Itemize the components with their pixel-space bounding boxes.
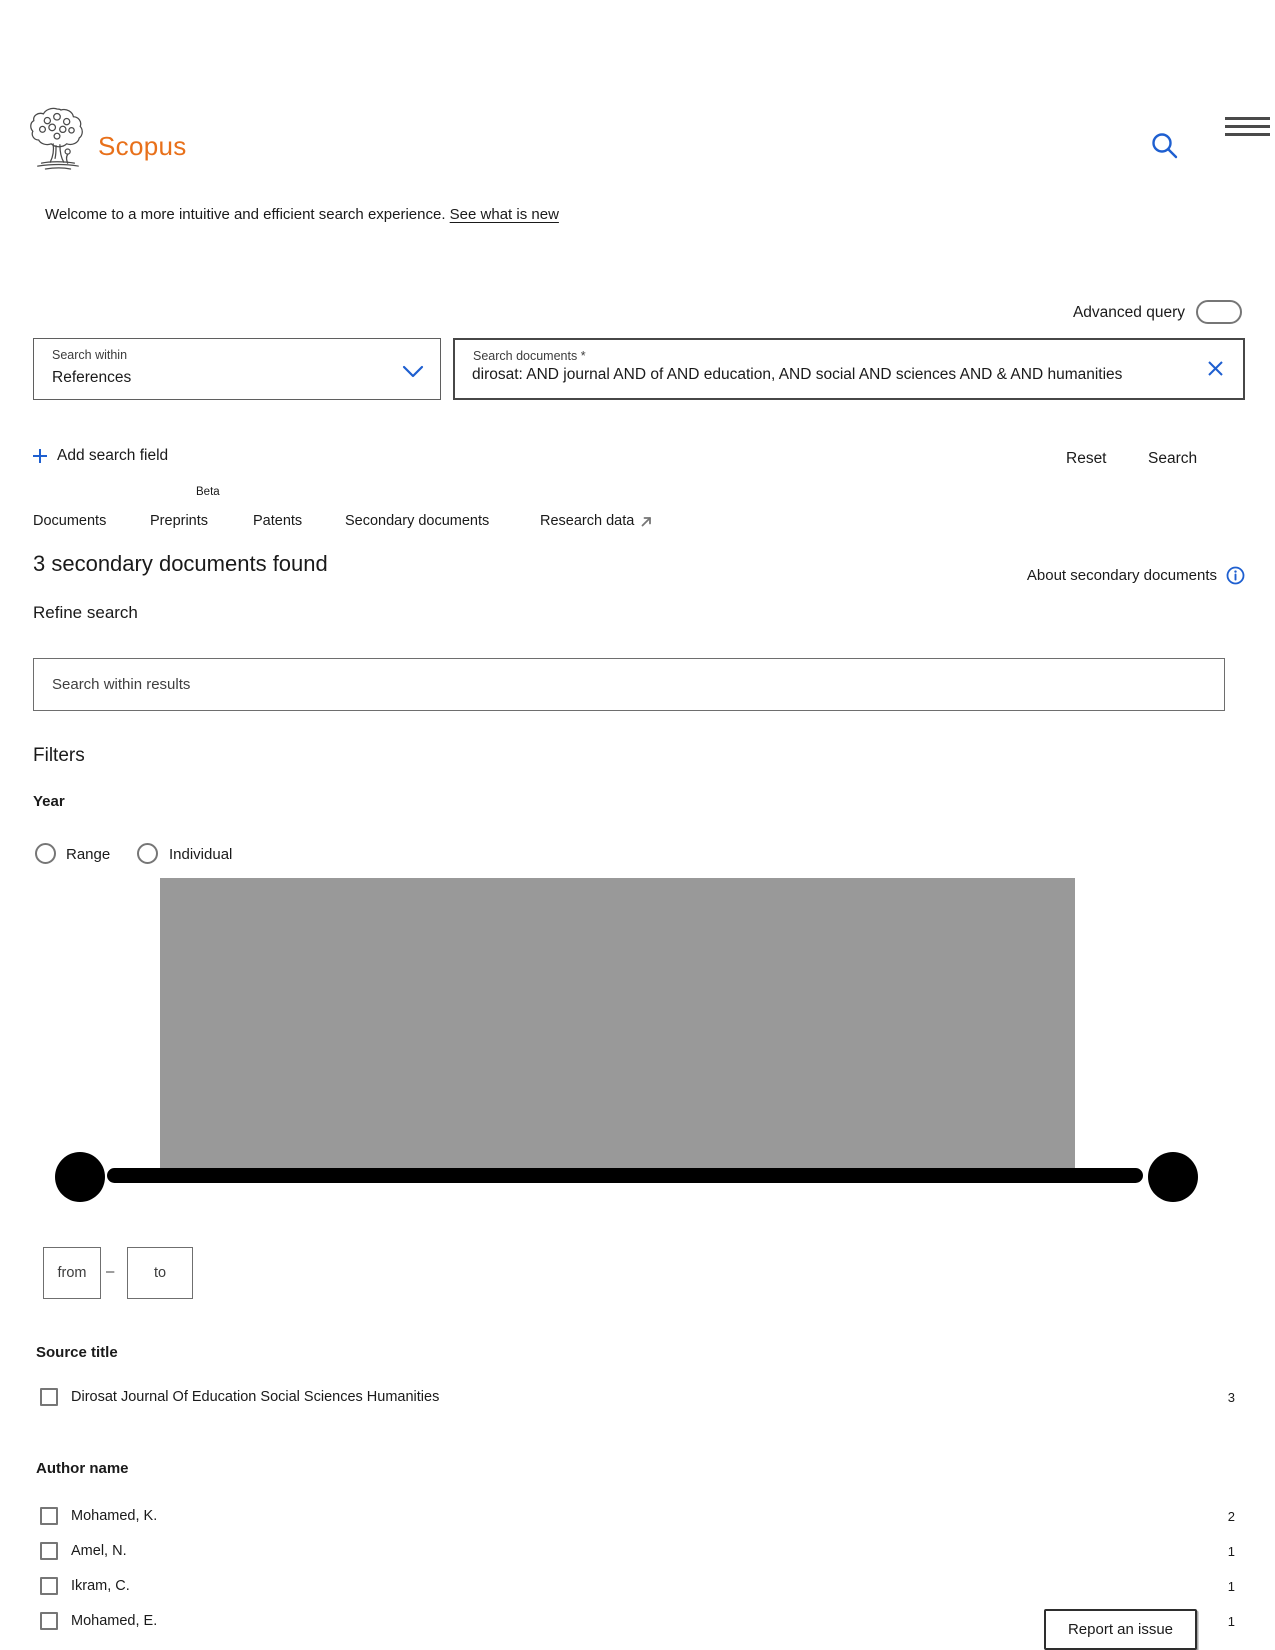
year-individual-radio[interactable] [137,843,158,864]
search-button[interactable]: Search [1148,450,1198,467]
elsevier-tree-logo-icon [28,106,86,172]
facet-row-author[interactable] [40,1505,1235,1527]
author-name-heading: Author name [36,1460,129,1477]
author-checkbox[interactable] [40,1612,58,1630]
report-an-issue-button[interactable]: Report an issue [1044,1609,1197,1650]
year-slider-handle-left[interactable] [55,1152,105,1202]
tab-secondary-documents[interactable]: Secondary documents [345,513,490,529]
search-within-results-box [33,658,1225,711]
advanced-query-label: Advanced query [1072,304,1185,321]
search-documents-input[interactable] [472,366,1182,384]
see-what-is-new-link[interactable]: See what is new [449,206,559,223]
tab-research-data[interactable] [540,513,653,529]
search-within-dropdown[interactable] [33,338,441,400]
facet-row-author[interactable] [40,1540,1235,1562]
year-slider-track[interactable] [107,1168,1143,1183]
reset-button[interactable]: Reset [1066,450,1107,467]
author-checkbox[interactable] [40,1577,58,1595]
year-from-box [43,1247,101,1299]
search-within-label: Search within [52,348,128,362]
search-documents-label: Search documents * [473,349,586,363]
year-from-input[interactable] [44,1248,100,1298]
facet-row-author[interactable] [40,1575,1235,1597]
source-title-count: 3 [1227,1389,1235,1405]
year-range-separator: – [106,1263,115,1280]
add-search-field-button[interactable] [32,447,168,465]
external-link-icon [640,515,653,528]
search-within-results-input[interactable] [34,659,1224,710]
year-range-radio[interactable] [35,843,56,864]
year-slider-handle-right[interactable] [1148,1152,1198,1202]
filters-heading: Filters [33,745,85,766]
search-within-value: References [52,369,132,386]
tab-patents[interactable]: Patents [253,513,303,529]
source-title-label: Dirosat Journal Of Education Social Sciences Humanities [71,1389,440,1405]
year-individual-label[interactable]: Individual [169,846,233,863]
author-count: 1 [1227,1543,1235,1559]
about-secondary-documents-link[interactable] [900,566,1245,585]
menu-icon[interactable] [1225,117,1270,139]
tab-preprints[interactable]: Preprints [150,513,209,529]
welcome-text: Welcome to a more intuitive and efficient search experience. [45,206,446,223]
chevron-down-icon [402,365,424,378]
header-search-button[interactable] [1148,129,1182,163]
author-checkbox[interactable] [40,1507,58,1525]
plus-icon [32,448,48,464]
search-documents-field [453,338,1245,400]
facet-row-author[interactable] [40,1610,1025,1632]
author-checkbox[interactable] [40,1542,58,1560]
about-secondary-documents-label: About secondary documents [1026,567,1217,584]
clear-search-icon[interactable] [1207,360,1224,377]
source-title-checkbox[interactable] [40,1388,58,1406]
author-label: Mohamed, K. [71,1508,158,1524]
brand-title: Scopus [98,131,187,161]
welcome-banner [45,206,559,223]
year-to-box [127,1247,193,1299]
author-label: Mohamed, E. [71,1613,158,1629]
author-label: Amel, N. [71,1543,127,1559]
info-icon [1226,566,1245,585]
tab-documents[interactable]: Documents [33,513,107,529]
author-count: 2 [1227,1508,1235,1524]
source-title-heading: Source title [36,1344,118,1361]
search-icon [1148,129,1182,163]
year-filter-heading: Year [33,793,65,810]
year-histogram-bar [160,878,1075,1168]
author-label: Ikram, C. [71,1578,130,1594]
tab-research-data-label: Research data [540,513,635,529]
advanced-query-toggle[interactable] [1196,300,1242,324]
year-range-label[interactable]: Range [66,846,111,863]
add-search-field-label: Add search field [57,447,169,464]
facet-row-source-title[interactable] [40,1386,1235,1408]
beta-badge: Beta [196,486,220,498]
author-count: 1 [1227,1578,1235,1594]
author-count: 1 [1227,1613,1235,1629]
results-count-heading: 3 secondary documents found [33,551,328,576]
refine-search-heading: Refine search [33,603,138,622]
year-to-input[interactable] [128,1248,192,1298]
